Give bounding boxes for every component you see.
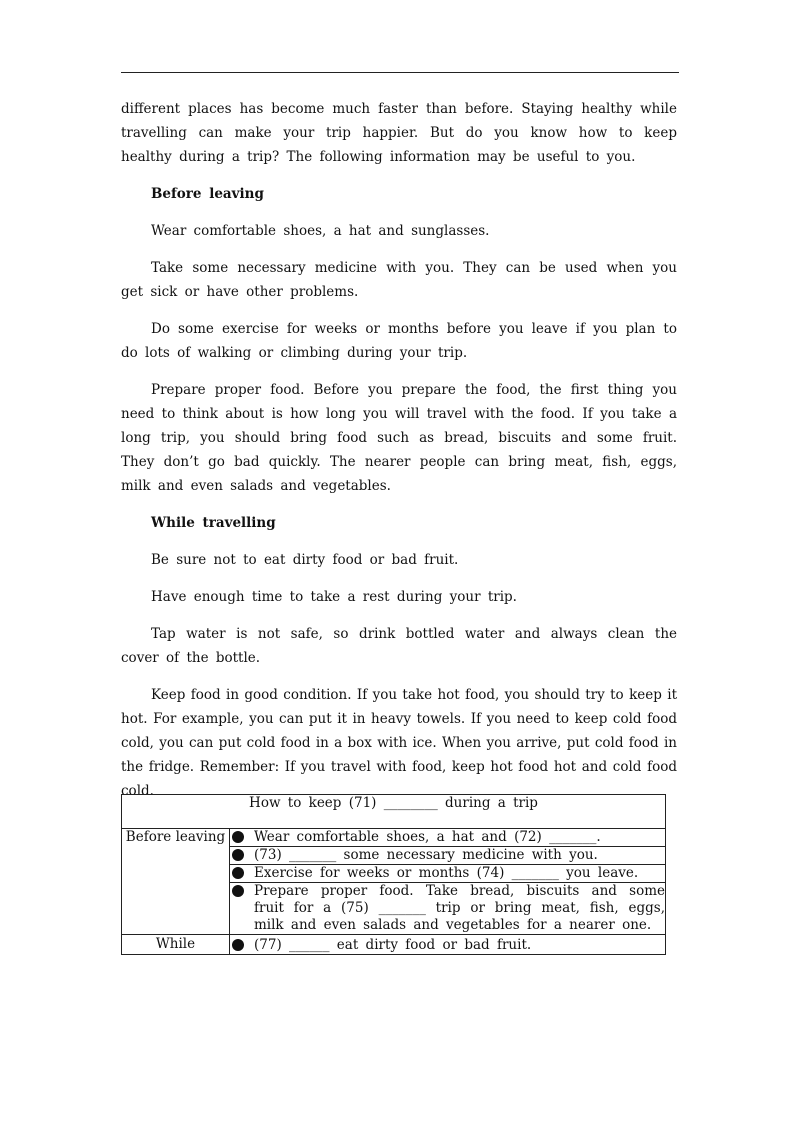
table-cell xyxy=(230,883,666,935)
blank-72-item: Wear comfortable shoes, a hat and (72) _______. xyxy=(254,829,601,845)
bullet-icon xyxy=(232,867,244,879)
table-row xyxy=(122,829,666,847)
section-heading-before: Before leaving xyxy=(151,186,264,202)
blank-73-item: (73) _______ some necessary medicine with you. xyxy=(254,847,598,863)
before-tip-4: Prepare proper food. Before you prepare the food, the first thing you need to think about is how long you will travel with the food. If you take a long trip, you should bring food such as bread, biscuits and some fruit. They don’t go bad quickly. The nearer people can bring meat, fish, eggs, milk and even salads and vegetables. xyxy=(121,382,677,494)
blank-74-item: Exercise for weeks or months (74) _______ you leave. xyxy=(254,865,639,881)
table-row xyxy=(122,935,666,955)
table-cell xyxy=(230,829,666,847)
before-tip-2: Take some necessary medicine with you. They can be used when you get sick or have other problems. xyxy=(121,260,677,300)
bullet-icon xyxy=(232,939,244,951)
passage xyxy=(121,97,677,816)
table-title-row xyxy=(122,795,666,829)
header-rule xyxy=(121,72,679,73)
table-cell xyxy=(230,847,666,865)
blank-77-item: (77) ______ eat dirty food or bad fruit. xyxy=(254,937,532,953)
before-leaving-label: Before leaving xyxy=(122,829,230,935)
while-label: While xyxy=(122,935,230,955)
section-heading-while: While travelling xyxy=(151,515,276,531)
summary-table xyxy=(121,794,666,955)
table-cell xyxy=(230,935,666,955)
table-cell xyxy=(230,865,666,883)
while-tip-3: Tap water is not safe, so drink bottled water and always clean the cover of the bottle. xyxy=(121,626,677,666)
while-tip-2: Have enough time to take a rest during your trip. xyxy=(151,589,517,605)
bullet-icon xyxy=(232,849,244,861)
while-tip-1: Be sure not to eat dirty food or bad fruit. xyxy=(151,552,459,568)
blank-75-item: Prepare proper food. Take bread, biscuits and some fruit for a (75) _______ trip or bring meat, fish, eggs, milk and even salads and vegetables for a nearer one. xyxy=(254,883,665,933)
before-tip-1: Wear comfortable shoes, a hat and sunglasses. xyxy=(151,223,490,239)
intro-paragraph: different places has become much faster than before. Staying healthy while travelling can make your trip happier. But do you know how to keep healthy during a trip? The following information may be useful to you. xyxy=(121,101,677,165)
before-tip-3: Do some exercise for weeks or months before you leave if you plan to do lots of walking or climbing during your trip. xyxy=(121,321,677,361)
while-tip-4: Keep food in good condition. If you take hot food, you should try to keep it hot. For example, you can put it in heavy towels. If you need to keep cold food cold, you can put cold food in a box with ice. When you arrive, put cold food in the fridge. Remember: If you travel with food, keep hot food hot and cold food cold. xyxy=(121,687,677,799)
table-title: How to keep (71) ________ during a trip xyxy=(122,795,666,829)
bullet-icon xyxy=(232,831,244,843)
bullet-icon xyxy=(232,885,244,897)
